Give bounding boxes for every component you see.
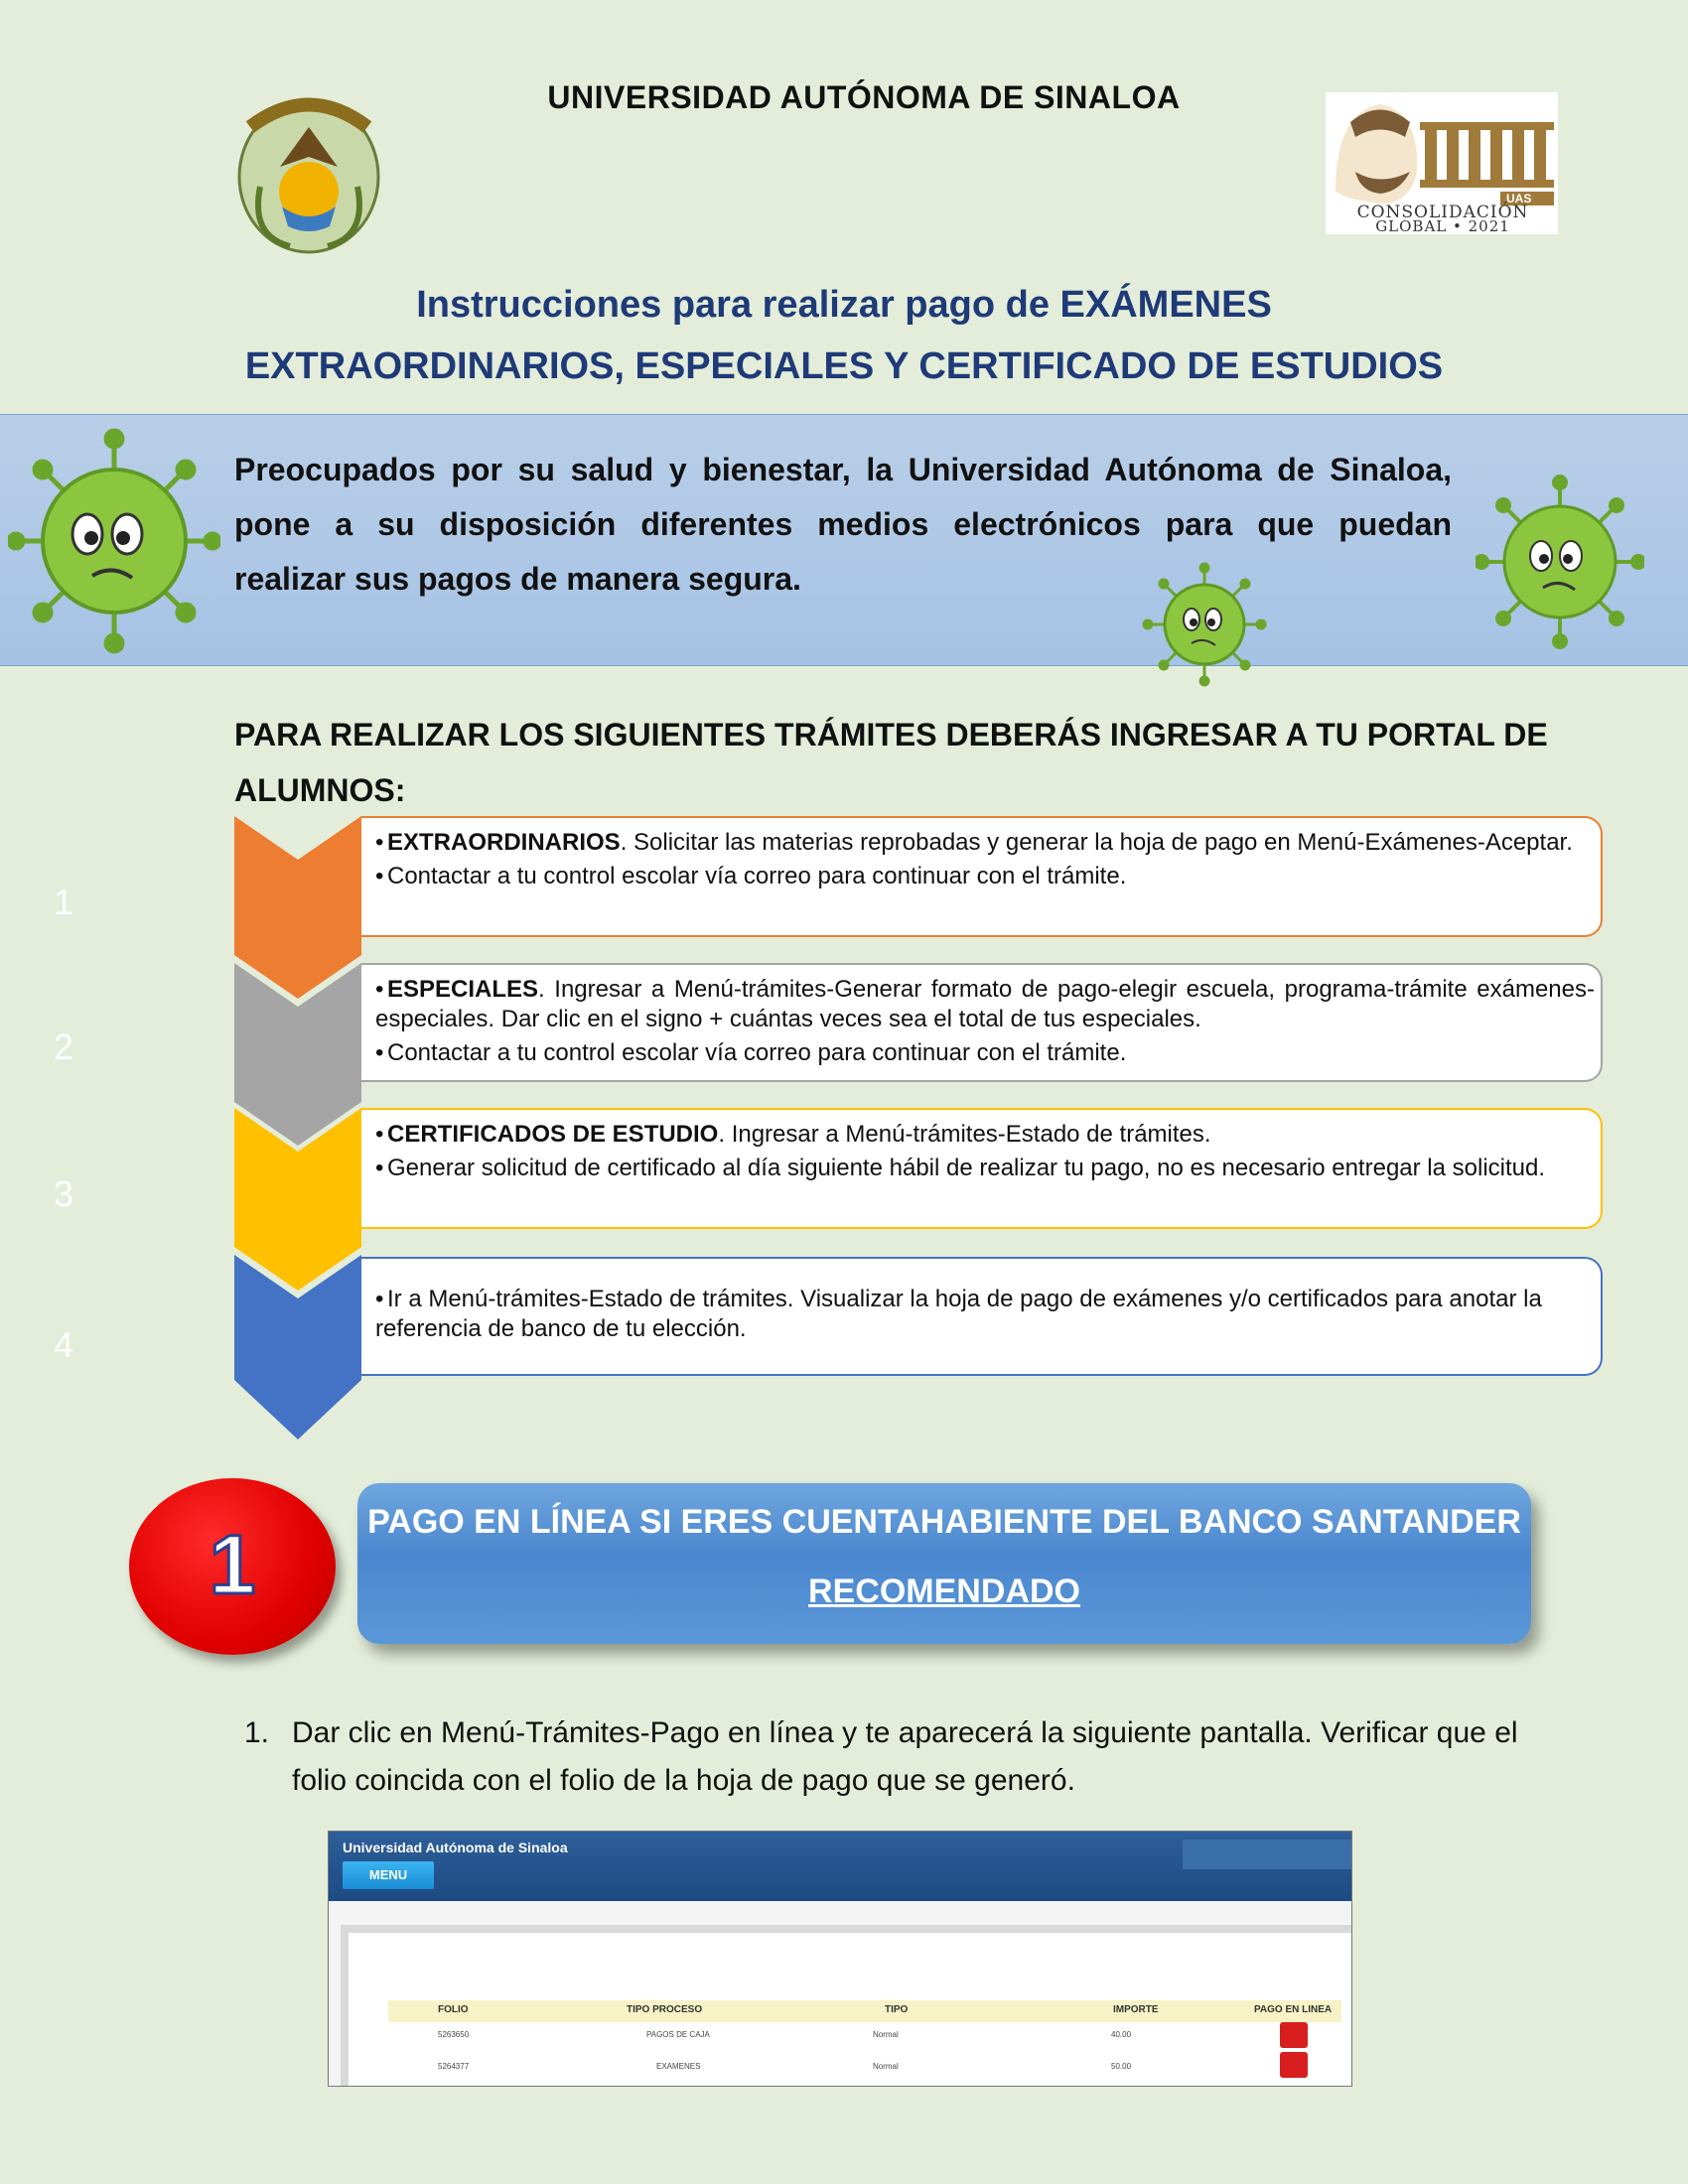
step-4-text: Ir a Menú-trámites-Estado de trámites. Visualizar la hoja de pago de exámenes y/o certificados para anotar la referencia de banco de tu elección.: [375, 1286, 1542, 1342]
university-name: UNIVERSIDAD AUTÓNOMA DE SINALOA: [547, 79, 1181, 115]
pago-recommended: RECOMENDADO: [808, 1572, 1080, 1610]
portal-menu-button[interactable]: MENU: [343, 1861, 434, 1889]
col-folio: FOLIO: [438, 2004, 469, 2015]
document-title-line1: Instrucciones para realizar pago de EXÁMENES: [416, 284, 1272, 326]
step-2-card: [361, 963, 1603, 1082]
step-1-bullet-2: • Contactar a tu control escolar vía correo para continuar con el trámite.: [375, 863, 1127, 889]
col-pago-en-linea: PAGO EN LINEA: [1254, 2004, 1333, 2015]
step-2-text: . Ingresar a Menú-trámites-Generar formato de pago-elegir escuela, programa-trámite exámenes-especiales. Dar clic en el signo + cuántas veces sea el total de tus especiales.: [375, 976, 1595, 1032]
row-1-importe: 40.00: [1111, 2030, 1132, 2039]
step-4-chevron: [234, 1255, 361, 1439]
step-3-text: . Ingresar a Menú-trámites-Estado de trámites.: [718, 1121, 1211, 1148]
document-title-line2: EXTRAORDINARIOS, ESPECIALES Y CERTIFICADO DE ESTUDIOS: [244, 345, 1444, 387]
portal-screenshot: [328, 1831, 1352, 2087]
portal-app-title: Universidad Autónoma de Sinaloa: [343, 1840, 568, 1855]
logo-badge: UAS: [1506, 192, 1532, 205]
step-3-bold: CERTIFICADOS DE ESTUDIO: [387, 1121, 719, 1148]
portal-topbar-strip: [1183, 1840, 1351, 1869]
instruction-text: Dar clic en Menú-Trámites-Pago en línea y te aparecerá la siguiente pantalla. Verificar que el folio coincida con el folio de la hoja de pago que se generó.: [292, 1716, 1518, 1797]
row-2-proceso: EXAMENES: [656, 2062, 701, 2071]
step-2-bullet-1: • ESPECIALES. Ingresar a Menú-trámites-Generar formato de pago-elegir escuela, programa-trámite exámenes-especiales. Dar clic en el signo + cuántas veces sea el total de tus especiales.: [375, 976, 1595, 1032]
step-2-number: 2: [53, 1026, 74, 1067]
pago-number: 1: [209, 1518, 256, 1611]
portal-table-header: [388, 2000, 1341, 2022]
step-3-number: 3: [53, 1173, 74, 1214]
row-1-proceso: PAGOS DE CAJA: [646, 2030, 710, 2039]
step-1-number: 1: [53, 882, 74, 922]
logo-line2: GLOBAL • 2021: [1375, 217, 1510, 235]
row-2-tipo: Normal: [873, 2062, 899, 2071]
row-2-folio: 5264377: [438, 2062, 470, 2071]
row-1-tipo: Normal: [873, 2030, 899, 2039]
step-4-card: [361, 1257, 1603, 1376]
banner-line-2: pone a su disposición diferentes medios electrónicos para que puedan: [234, 506, 1452, 542]
step-3-text-2: Generar solicitud de certificado al día siguiente hábil de realizar tu pago, no es necesario entregar la solicitud.: [387, 1155, 1546, 1181]
step-1-text-2: Contactar a tu control escolar vía correo para continuar con el trámite.: [387, 863, 1127, 889]
step-3-card: [361, 1108, 1603, 1229]
row-2-importe: 50.00: [1111, 2062, 1132, 2071]
virus-illustration-right: [1476, 475, 1644, 649]
row-1-folio: 5263650: [438, 2030, 470, 2039]
instruction-item: [244, 1709, 1555, 1805]
col-tipo-proceso: TIPO PROCESO: [627, 2004, 703, 2015]
step-1-bold: EXTRAORDINARIOS: [387, 829, 621, 856]
consolidacion-global-logo: [1326, 92, 1558, 234]
virus-illustration-small: [1142, 562, 1267, 687]
step-4-bullet-1: • Ir a Menú-trámites-Estado de trámites. Visualizar la hoja de pago de exámenes y/o certificados para anotar la referencia de banco de tu elección.: [375, 1286, 1542, 1342]
banner-text: [234, 443, 1452, 607]
col-tipo: TIPO: [885, 2004, 909, 2015]
portal-heading: PARA REALIZAR LOS SIGUIENTES TRÁMITES DEBERÁS INGRESAR A TU PORTAL DE ALUMNOS:: [234, 717, 1548, 808]
step-1-text: . Solicitar las materias reprobadas y generar la hoja de pago en Menú-Exámenes-Aceptar.: [620, 829, 1573, 856]
step-2-text-2: Contactar a tu control escolar vía correo para continuar con el trámite.: [387, 1039, 1127, 1066]
health-banner: [0, 414, 1688, 666]
uas-seal-logo: [230, 87, 387, 256]
logo-line1: CONSOLIDACIÓN: [1356, 203, 1529, 222]
santander-pay-icon[interactable]: [1280, 2022, 1308, 2048]
step-3-bullet-1: • CERTIFICADOS DE ESTUDIO. Ingresar a Menú-trámites-Estado de trámites.: [375, 1121, 1211, 1148]
banner-line-1: Preocupados por su salud y bienestar, la Universidad Autónoma de Sinaloa,: [234, 452, 1452, 487]
instruction-number: 1.: [244, 1716, 270, 1749]
step-4-number: 4: [53, 1324, 74, 1365]
step-1-bullet-1: • EXTRAORDINARIOS. Solicitar las materias reprobadas y generar la hoja de pago en Menú-Exámenes-Aceptar.: [375, 829, 1573, 856]
step-3-bullet-2: • Generar solicitud de certificado al día siguiente hábil de realizar tu pago, no es necesario entregar la solicitud.: [375, 1155, 1546, 1181]
pago-title: PAGO EN LÍNEA SI ERES CUENTAHABIENTE DEL BANCO SANTANDER: [367, 1503, 1521, 1541]
step-2-bullet-2: • Contactar a tu control escolar vía correo para continuar con el trámite.: [375, 1039, 1127, 1066]
santander-pay-icon[interactable]: [1280, 2052, 1308, 2078]
banner-line-3: realizar sus pagos de manera segura.: [234, 561, 801, 597]
col-importe: IMPORTE: [1113, 2004, 1159, 2015]
step-2-bold: ESPECIALES: [387, 976, 539, 1003]
virus-illustration-left: [8, 427, 220, 655]
step-1-card: [361, 816, 1603, 937]
